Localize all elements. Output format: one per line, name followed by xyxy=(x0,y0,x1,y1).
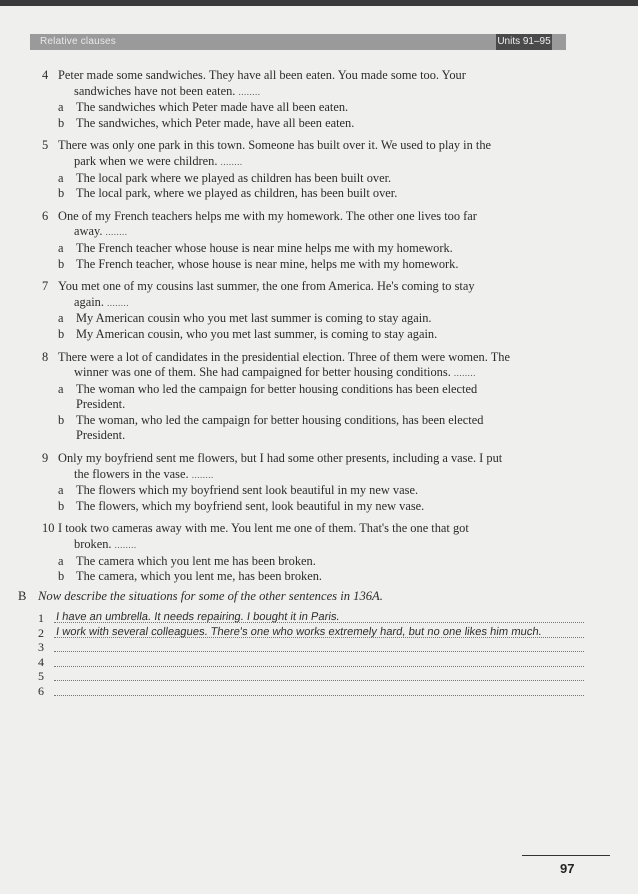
question-line xyxy=(42,68,562,84)
exercise-list xyxy=(42,68,562,592)
option-text: The flowers which my boyfriend sent look beautiful in my new vase. xyxy=(76,483,419,498)
option-text: The French teacher whose house is near mine helps me with my homework. xyxy=(76,240,453,255)
option-letter: a xyxy=(58,381,64,396)
option-text: President. xyxy=(76,397,126,412)
answer-row xyxy=(18,611,568,626)
question-line xyxy=(42,451,562,467)
question-text: winner was one of them. She had campaigned for better housing conditions. xyxy=(74,365,451,380)
answer-row xyxy=(18,669,568,684)
answer-blank[interactable]: ........ xyxy=(107,297,130,308)
option-letter: b xyxy=(58,569,65,584)
page-number: 97 xyxy=(560,861,575,876)
answer-line[interactable] xyxy=(54,695,584,696)
answer-row xyxy=(18,655,568,670)
option-text: The camera, which you lent me, has been broken. xyxy=(76,569,322,584)
option-line-continued xyxy=(42,428,562,444)
option-text: My American cousin, who you met last summer, is coming to stay again. xyxy=(76,326,438,341)
option-text: My American cousin who you met last summer is coming to stay again. xyxy=(76,311,432,326)
answer-blank[interactable]: ........ xyxy=(114,540,137,551)
answer-blank[interactable]: ........ xyxy=(105,227,128,238)
option-line xyxy=(42,483,562,499)
handwritten-answer: I work with several colleagues. There's one who works extremely hard, but no one likes him much. xyxy=(55,625,543,638)
option-text: The woman who led the campaign for better housing conditions has been elected xyxy=(76,381,478,396)
handwritten-answer: I have an umbrella. It needs repairing. I bought it in Paris. xyxy=(55,611,341,623)
option-text: President. xyxy=(76,428,126,443)
option-line xyxy=(42,257,562,273)
option-text: The local park, where we played as children, has been built over. xyxy=(76,186,398,201)
answer-row xyxy=(18,684,568,699)
answer-blank[interactable]: ........ xyxy=(238,86,261,97)
question-text: I took two cameras away with me. You lent me one of them. That's the one that got xyxy=(58,521,469,536)
question-line-continued xyxy=(42,295,562,312)
question-text: the flowers in the vase. xyxy=(74,466,189,481)
question-text: There was only one park in this town. Someone has built over it. We used to play in the xyxy=(58,138,492,153)
question-text: park when we were children. xyxy=(74,153,218,168)
question-line-continued xyxy=(42,537,562,554)
option-line xyxy=(42,554,562,570)
answer-row xyxy=(18,626,568,641)
question-line-continued xyxy=(42,467,562,484)
answer-number: 3 xyxy=(38,640,44,654)
exercise-item xyxy=(42,68,562,131)
question-text: broken. xyxy=(74,537,112,552)
exercise-item xyxy=(42,451,562,514)
question-text: There were a lot of candidates in the presidential election. Three of them were women. The xyxy=(58,349,510,364)
question-number: 5 xyxy=(42,138,49,153)
option-letter: b xyxy=(58,186,65,201)
option-text: The sandwiches which Peter made have all been eaten. xyxy=(76,100,349,115)
option-line-continued xyxy=(42,397,562,413)
option-letter: b xyxy=(58,115,65,130)
answer-number: 6 xyxy=(38,683,44,698)
option-line xyxy=(42,327,562,343)
option-letter: a xyxy=(58,311,64,326)
answer-line[interactable] xyxy=(54,666,584,667)
option-line xyxy=(42,241,562,257)
question-line xyxy=(42,279,562,295)
option-letter: a xyxy=(58,553,64,568)
option-text: The local park where we played as children has been built over. xyxy=(76,170,392,185)
answer-line[interactable] xyxy=(54,680,584,681)
question-line-continued xyxy=(42,154,562,171)
question-line xyxy=(42,521,562,537)
question-number: 10 xyxy=(42,521,55,536)
answer-blank[interactable]: ........ xyxy=(453,368,476,379)
question-number: 6 xyxy=(42,208,49,223)
answer-number: 5 xyxy=(38,669,44,683)
option-line xyxy=(42,171,562,187)
answer-line[interactable] xyxy=(54,651,584,652)
question-line xyxy=(42,209,562,225)
option-line xyxy=(42,569,562,585)
option-letter: a xyxy=(58,170,64,185)
option-text: The woman, who led the campaign for better housing conditions, has been elected xyxy=(76,412,484,427)
question-number: 4 xyxy=(42,68,49,82)
question-number: 7 xyxy=(42,279,49,294)
option-line xyxy=(42,413,562,429)
question-number: 9 xyxy=(42,451,49,466)
part-b-letter: B xyxy=(18,589,27,603)
option-line xyxy=(42,382,562,398)
option-line xyxy=(42,311,562,327)
part-b xyxy=(18,588,568,698)
option-text: The sandwiches, which Peter made, have all been eaten. xyxy=(76,115,355,130)
answer-row xyxy=(18,640,568,655)
option-line xyxy=(42,499,562,515)
question-text: away. xyxy=(74,224,103,239)
option-line xyxy=(42,186,562,202)
option-text: The camera which you lent me has been broken. xyxy=(76,553,316,568)
question-line-continued xyxy=(42,84,562,101)
part-b-heading xyxy=(18,588,568,604)
question-text: sandwiches have not been eaten. xyxy=(74,83,236,98)
answer-blank[interactable]: ........ xyxy=(220,156,243,167)
question-line-continued xyxy=(42,224,562,241)
question-line xyxy=(42,138,562,154)
option-letter: b xyxy=(58,498,65,513)
answer-number: 4 xyxy=(38,654,44,669)
question-line-continued xyxy=(42,365,562,382)
exercise-item xyxy=(42,350,562,445)
page-top-edge xyxy=(0,0,638,6)
option-line xyxy=(42,100,562,116)
option-letter: a xyxy=(58,100,64,115)
section-title: Relative clauses xyxy=(40,36,117,47)
footer-rule xyxy=(522,855,610,856)
answer-number: 2 xyxy=(38,625,44,640)
question-text: Only my boyfriend sent me flowers, but I had some other presents, including a vase. I put xyxy=(58,451,503,466)
part-b-instruction: Now describe the situations for some of the other sentences in 136A. xyxy=(38,589,383,603)
option-line xyxy=(42,116,562,132)
exercise-item xyxy=(42,209,562,272)
question-text: again. xyxy=(74,294,104,309)
answer-blank[interactable]: ........ xyxy=(191,469,214,480)
units-badge: Units 91–95 xyxy=(496,34,552,50)
option-text: The French teacher, whose house is near mine, helps me with my homework. xyxy=(76,256,459,271)
option-letter: b xyxy=(58,256,65,271)
option-letter: a xyxy=(58,483,64,498)
question-text: Peter made some sandwiches. They have all been eaten. You made some too. Your xyxy=(58,68,466,82)
option-text: The flowers, which my boyfriend sent, look beautiful in my new vase. xyxy=(76,498,425,513)
answer-lines xyxy=(18,611,568,698)
question-text: You met one of my cousins last summer, the one from America. He's coming to stay xyxy=(58,279,475,294)
exercise-item xyxy=(42,138,562,201)
exercise-item xyxy=(42,279,562,342)
exercise-item xyxy=(42,521,562,584)
option-letter: b xyxy=(58,326,65,341)
answer-number: 1 xyxy=(38,611,44,625)
option-letter: b xyxy=(58,412,65,427)
question-line xyxy=(42,350,562,366)
question-text: One of my French teachers helps me with my homework. The other one lives too far xyxy=(58,208,477,223)
option-letter: a xyxy=(58,240,64,255)
question-number: 8 xyxy=(42,349,49,364)
